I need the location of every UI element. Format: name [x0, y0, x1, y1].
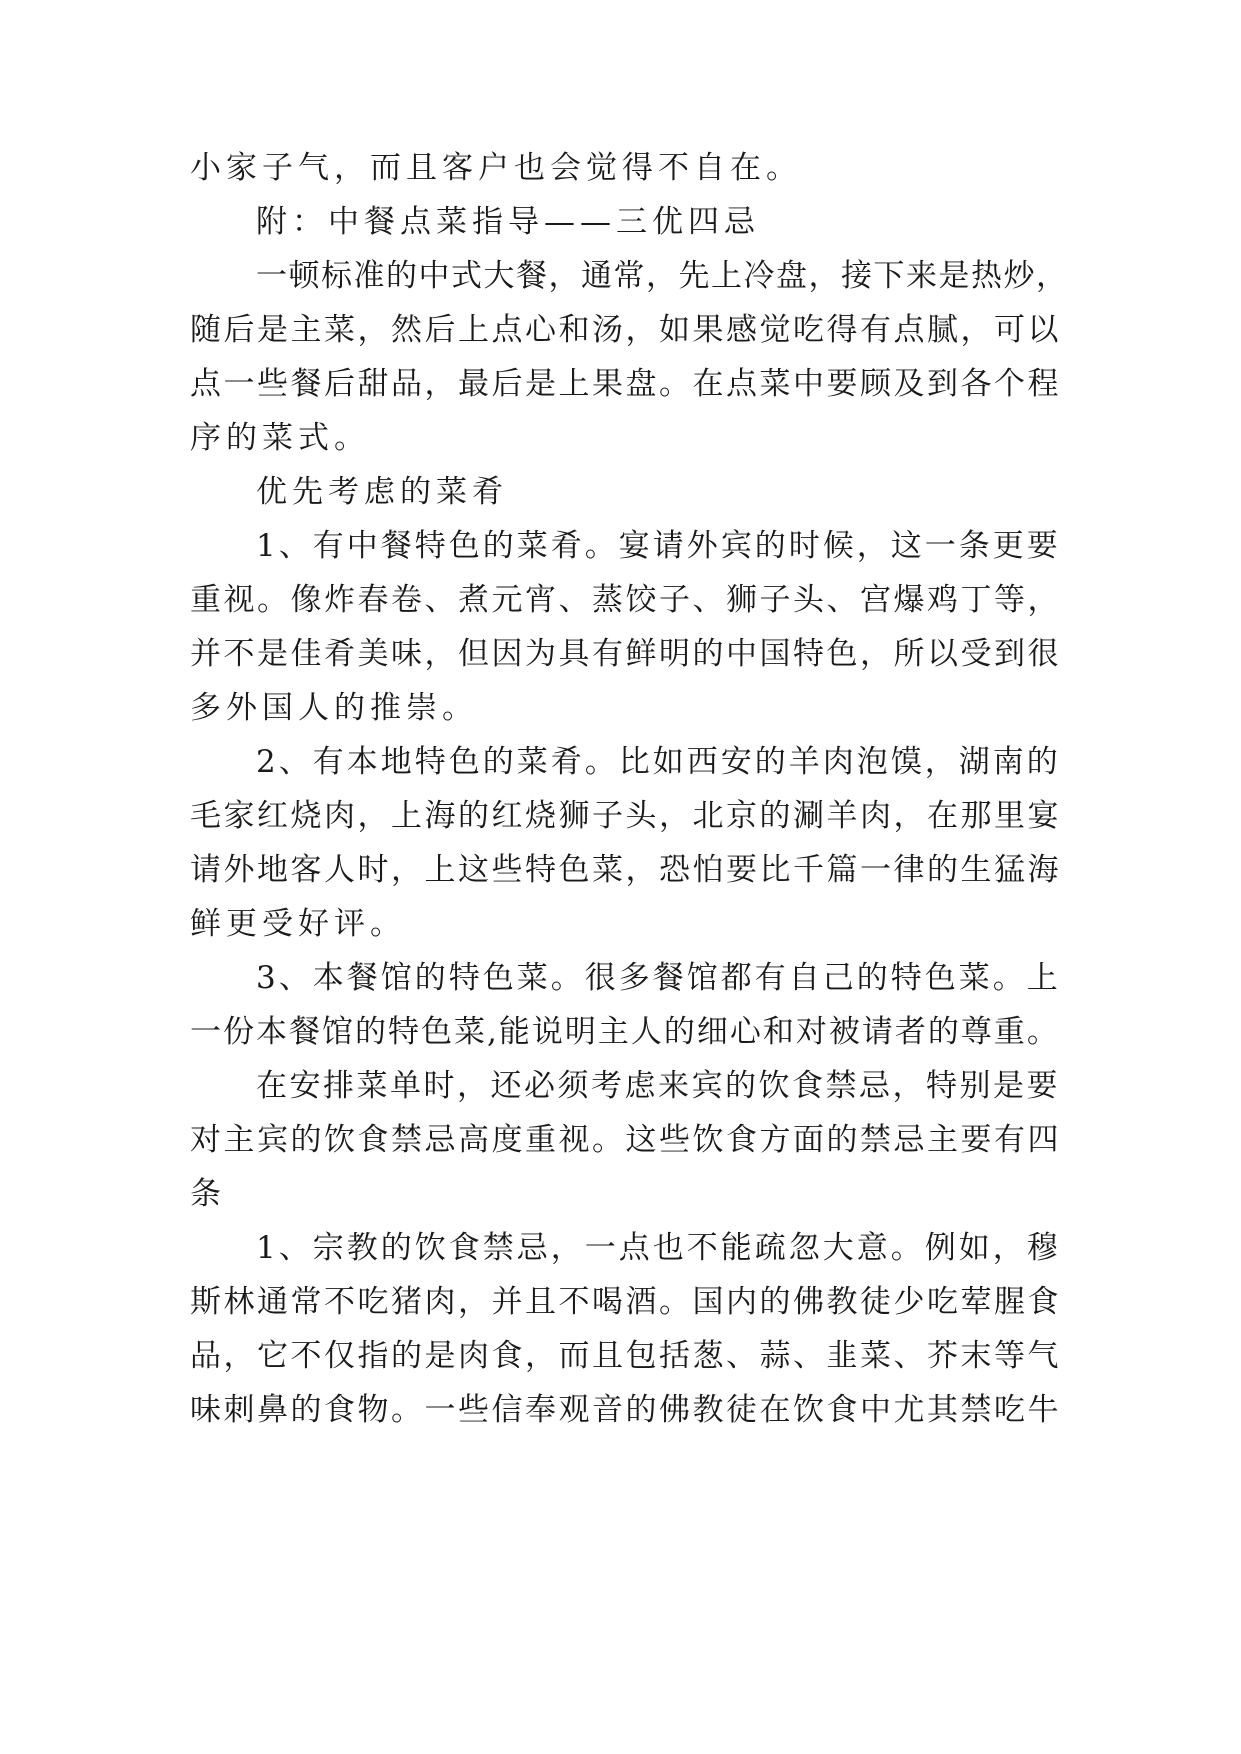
text-line: 随后是主菜，然后上点心和汤，如果感觉吃得有点腻，可以	[190, 312, 1061, 348]
text-line: 3、本餐馆的特色菜。很多餐馆都有自己的特色菜。上	[256, 960, 1061, 996]
text-line: 一顿标准的中式大餐，通常，先上冷盘，接下来是热炒，	[256, 258, 1069, 294]
section-heading: 附：中餐点菜指导——三优四忌	[256, 204, 760, 240]
text-line: 请外地客人时，上这些特色菜，恐怕要比千篇一律的生猛海	[190, 852, 1061, 888]
text-line: 序的菜式。	[190, 420, 370, 456]
text-line: 鲜更受好评。	[190, 906, 406, 942]
text-line: 并不是佳肴美味，但因为具有鲜明的中国特色，所以受到很	[190, 636, 1061, 672]
text-line: 在安排菜单时，还必须考虑来宾的饮食禁忌，特别是要	[256, 1068, 1060, 1104]
text-line: 味刺鼻的食物。一些信奉观音的佛教徒在饮食中尤其禁吃牛	[190, 1392, 1061, 1428]
text-line: 1、宗教的饮食禁忌，一点也不能疏忽大意。例如，穆	[256, 1230, 1061, 1266]
text-line: 点一些餐后甜品，最后是上果盘。在点菜中要顾及到各个程	[190, 366, 1061, 402]
text-line: 一份本餐馆的特色菜,能说明主人的细心和对被请者的尊重。	[190, 1014, 1060, 1050]
text-line: 1、有中餐特色的菜肴。宴请外宾的时候，这一条更要	[256, 528, 1061, 564]
text-line: 品，它不仅指的是肉食，而且包括葱、蒜、韭菜、芥末等气	[190, 1338, 1061, 1374]
text-line: 重视。像炸春卷、煮元宵、蒸饺子、狮子头、宫爆鸡丁等，	[190, 582, 1061, 618]
text-line: 毛家红烧肉，上海的红烧狮子头，北京的涮羊肉，在那里宴	[190, 798, 1061, 834]
text-line: 小家子气，而且客户也会觉得不自在。	[190, 150, 802, 186]
text-line: 多外国人的推崇。	[190, 690, 478, 726]
subheading: 优先考虑的菜肴	[256, 474, 508, 510]
text-line: 2、有本地特色的菜肴。比如西安的羊肉泡馍，湖南的	[256, 744, 1061, 780]
text-line: 条	[190, 1176, 226, 1212]
text-line: 斯林通常不吃猪肉，并且不喝酒。国内的佛教徒少吃荤腥食	[190, 1284, 1061, 1320]
text-line: 对主宾的饮食禁忌高度重视。这些饮食方面的禁忌主要有四	[190, 1122, 1061, 1158]
